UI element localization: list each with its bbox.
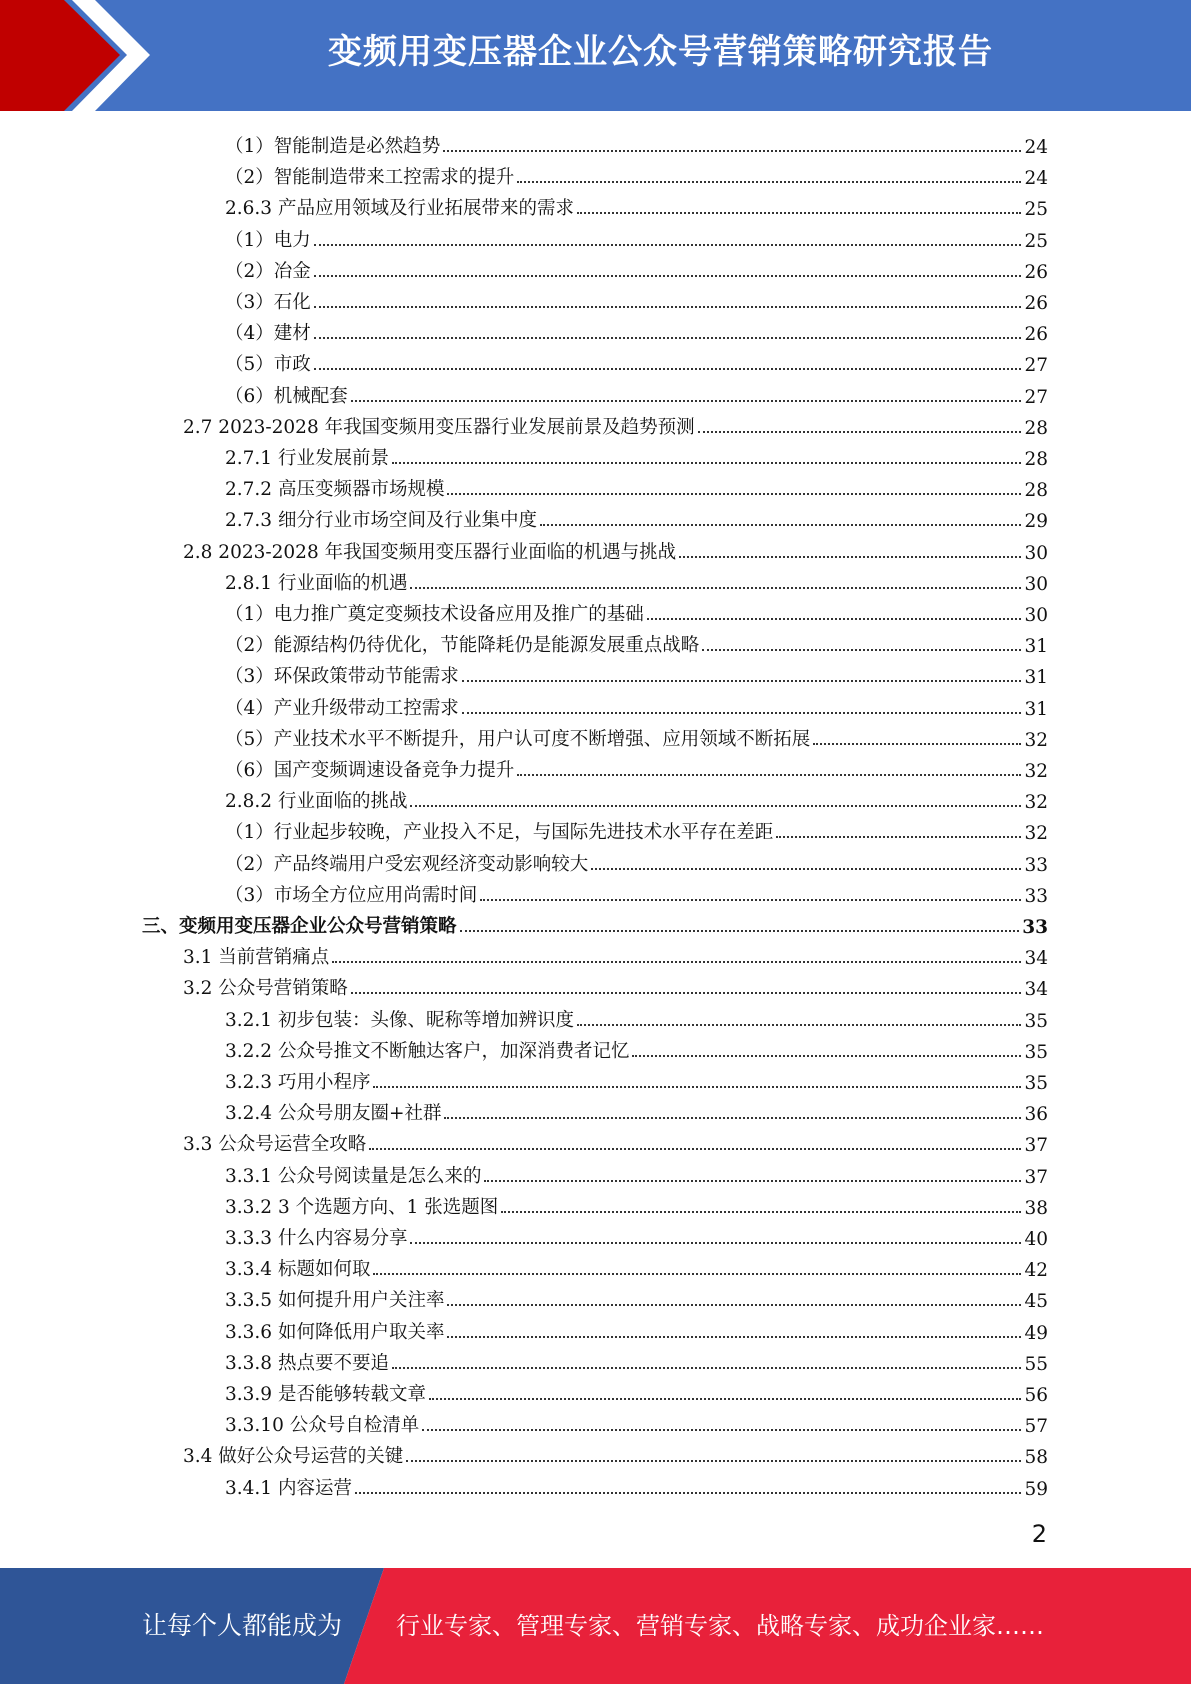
toc-leader-dots [776, 835, 1021, 838]
report-header [0, 0, 1191, 111]
toc-entry[interactable] [225, 1001, 1048, 1032]
footer-slogan-right: 行业专家、管理专家、营销专家、战略专家、成功企业家…… [396, 1612, 1044, 1640]
toc-entry-page: 30 [1024, 573, 1048, 595]
toc-entry-label: （1）电力 [225, 229, 311, 251]
toc-entry[interactable] [183, 1437, 1048, 1468]
toc-entry[interactable] [183, 938, 1048, 969]
toc-entry-label: 3.2.1 初步包装：头像、昵称等增加辨识度 [225, 1009, 574, 1031]
toc-leader-dots [410, 804, 1021, 807]
toc-entry-label: 3.3.1 公众号阅读量是怎么来的 [225, 1165, 482, 1187]
toc-leader-dots [351, 991, 1022, 994]
toc-leader-dots [577, 1023, 1021, 1026]
toc-leader-dots [410, 586, 1021, 589]
toc-leader-dots [679, 555, 1021, 558]
toc-entry[interactable] [225, 439, 1048, 470]
toc-entry-label: 3.1 当前营销痛点 [183, 947, 330, 969]
toc-entry-label: 3.3.10 公众号自检清单 [225, 1415, 420, 1437]
toc-leader-dots [632, 1054, 1021, 1057]
toc-entry[interactable] [225, 189, 1048, 220]
toc-entry-label: 3.3.3 什么内容易分享 [225, 1228, 408, 1249]
toc-entry-label: （1）行业起步较晚，产业投入不足，与国际先进技术水平存在差距 [225, 822, 774, 844]
toc-leader-dots [447, 1303, 1021, 1306]
toc-entry[interactable] [225, 283, 1048, 314]
toc-leader-dots [314, 243, 1022, 246]
toc-entry-label: （2）产品终端用户受宏观经济变动影响较大 [225, 853, 589, 875]
toc-entry-page: 24 [1024, 137, 1048, 158]
toc-entry-label: 3.2 公众号营销策略 [183, 978, 348, 1000]
toc-entry-page: 37 [1024, 1166, 1048, 1188]
toc-entry-label: 2.8.1 行业面临的机遇 [225, 572, 408, 594]
toc-entry-label: 2.7 2023-2028 年我国变频用变压器行业发展前景及趋势预测 [183, 416, 695, 438]
toc-entry-page: 42 [1024, 1260, 1048, 1282]
toc-leader-dots [373, 1272, 1021, 1275]
toc-entry[interactable] [225, 501, 1048, 532]
toc-entry-label: 2.7.1 行业发展前景 [225, 448, 389, 469]
toc-entry-page: 26 [1024, 293, 1048, 314]
toc-entry-page: 45 [1024, 1291, 1048, 1313]
toc-leader-dots [355, 1491, 1022, 1494]
toc-entry-label: 3.3.5 如何提升用户关注率 [225, 1290, 445, 1312]
footer-slogan-left: 让每个人都能成为 [142, 1611, 343, 1640]
toc-entry-page: 33 [1024, 854, 1048, 876]
toc-entry-page: 49 [1024, 1322, 1048, 1344]
toc-leader-dots [314, 336, 1022, 339]
toc-leader-dots [447, 492, 1021, 495]
toc-leader-dots [484, 1179, 1021, 1182]
toc-entry[interactable] [225, 564, 1048, 595]
toc-entry[interactable] [225, 876, 1048, 907]
toc-entry-label: （2）冶金 [225, 260, 311, 282]
page-number: 2 [1031, 1520, 1047, 1548]
toc-entry-label: 3.3.2 3 个选题方向、1 张选题图 [225, 1196, 499, 1218]
toc-entry[interactable] [225, 689, 1048, 720]
toc-leader-dots [422, 1428, 1021, 1431]
toc-entry[interactable] [225, 1313, 1048, 1344]
toc-entry-page: 33 [1022, 917, 1048, 938]
toc-entry-page: 37 [1024, 1135, 1048, 1157]
toc-entry-label: （5）产业技术水平不断提升，用户认可度不断增强、应用领域不断拓展 [225, 728, 811, 750]
toc-entry-page: 33 [1024, 885, 1048, 907]
toc-entry-page: 36 [1024, 1104, 1048, 1126]
toc-entry[interactable] [225, 1094, 1048, 1125]
toc-entry-label: 2.8 2023-2028 年我国变频用变压器行业面临的机遇与挑战 [183, 541, 677, 563]
toc-entry-page: 34 [1024, 948, 1048, 970]
toc-entry-page: 35 [1024, 1073, 1048, 1094]
toc-entry-label: （1）电力推广奠定变频技术设备应用及推广的基础 [225, 604, 644, 625]
toc-entry-page: 25 [1024, 230, 1048, 252]
toc-entry-page: 31 [1024, 698, 1048, 720]
toc-leader-dots [447, 1335, 1021, 1338]
toc-entry[interactable] [225, 345, 1048, 376]
toc-leader-dots [392, 461, 1021, 464]
toc-entry-page: 28 [1024, 417, 1048, 439]
toc-entry-page: 35 [1024, 1041, 1048, 1063]
toc-entry-label: 3.2.2 公众号推文不断触达客户，加深消费者记忆 [225, 1040, 630, 1062]
toc-entry-page: 59 [1024, 1478, 1048, 1500]
toc-entry[interactable] [225, 377, 1048, 408]
toc-entry-page: 31 [1024, 667, 1048, 689]
toc-entry[interactable] [225, 1406, 1048, 1437]
toc-leader-dots [410, 1241, 1021, 1244]
toc-entry[interactable] [225, 845, 1048, 876]
toc-leader-dots [501, 1210, 1021, 1213]
toc-leader-dots [462, 711, 1022, 714]
toc-entry[interactable] [225, 1157, 1048, 1188]
toc-entry[interactable] [225, 1469, 1048, 1500]
toc-entry-page: 25 [1024, 199, 1048, 221]
toc-entry-label: （3）环保政策带动节能需求 [225, 666, 459, 688]
toc-entry-label: （1）智能制造是必然趋势 [225, 136, 441, 157]
toc-entry-label: （4）建材 [225, 323, 311, 345]
toc-entry-page: 32 [1024, 792, 1048, 814]
toc-entry[interactable] [225, 720, 1048, 751]
toc-leader-dots [392, 1366, 1021, 1369]
toc-entry-page: 26 [1024, 261, 1048, 283]
toc-entry-label: 2.7.2 高压变频器市场规模 [225, 479, 445, 501]
toc-leader-dots [443, 149, 1021, 152]
toc-entry-page: 58 [1024, 1447, 1048, 1469]
toc-entry-page: 32 [1024, 729, 1048, 751]
toc-leader-dots [314, 305, 1022, 308]
toc-leader-dots [444, 1116, 1021, 1119]
toc-entry-page: 29 [1024, 511, 1048, 533]
toc-entry-label: 3.3.9 是否能够转载文章 [225, 1384, 426, 1405]
toc-entry[interactable] [225, 1219, 1048, 1250]
toc-entry-label: （2）智能制造带来工控需求的提升 [225, 167, 515, 189]
footer-banner [0, 1568, 1191, 1684]
toc-entry[interactable] [225, 127, 1048, 158]
toc-entry-page: 31 [1024, 636, 1048, 658]
toc-entry-label: 3.2.4 公众号朋友圈+社群 [225, 1103, 442, 1125]
toc-entry[interactable] [183, 408, 1048, 439]
toc-entry-page: 34 [1024, 979, 1048, 1001]
toc-leader-dots [517, 180, 1021, 183]
toc-entry[interactable] [225, 751, 1048, 782]
toc-entry-page: 35 [1024, 1010, 1048, 1032]
toc-leader-dots [314, 274, 1022, 277]
toc-leader-dots [698, 430, 1022, 433]
toc-entry[interactable] [225, 626, 1048, 657]
toc-entry-label: 3.3 公众号运营全攻略 [183, 1134, 367, 1156]
toc-entry-page: 30 [1024, 542, 1048, 564]
red-chevron-decoration [0, 0, 160, 111]
toc-entry-label: 3.3.8 热点要不要追 [225, 1352, 389, 1374]
toc-entry-page: 38 [1024, 1197, 1048, 1219]
toc-leader-dots [540, 523, 1021, 526]
toc-entry[interactable] [183, 1125, 1048, 1156]
toc-leader-dots [369, 1147, 1021, 1150]
toc-entry-page: 28 [1024, 449, 1048, 470]
toc-entry[interactable] [142, 907, 1048, 938]
toc-entry[interactable] [225, 1188, 1048, 1219]
toc-entry-label: 三、变频用变压器企业公众号营销策略 [142, 916, 457, 937]
toc-entry-label: 2.7.3 细分行业市场空间及行业集中度 [225, 510, 537, 532]
toc-entry[interactable] [225, 470, 1048, 501]
toc-leader-dots [373, 1085, 1021, 1088]
toc-entry-label: 3.4.1 内容运营 [225, 1477, 352, 1499]
toc-entry-label: 2.6.3 产品应用领域及行业拓展带来的需求 [225, 198, 574, 220]
toc-entry[interactable] [225, 1375, 1048, 1406]
toc-entry-label: （6）国产变频调速设备竞争力提升 [225, 760, 515, 781]
toc-leader-dots [314, 367, 1022, 370]
toc-entry-page: 27 [1024, 386, 1048, 408]
toc-entry-page: 32 [1024, 761, 1048, 782]
toc-entry[interactable] [225, 1032, 1048, 1063]
toc-leader-dots [460, 929, 1020, 932]
toc-entry-page: 40 [1024, 1229, 1048, 1250]
report-title: 变频用变压器企业公众号营销策略研究报告 [328, 32, 993, 72]
toc-entry[interactable] [225, 252, 1048, 283]
toc-leader-dots [429, 1397, 1021, 1400]
toc-entry-label: （2）能源结构仍待优化，节能降耗仍是能源发展重点战略 [225, 635, 700, 657]
toc-leader-dots [332, 960, 1021, 963]
toc-entry[interactable] [225, 813, 1048, 844]
toc-entry-label: 2.8.2 行业面临的挑战 [225, 791, 408, 813]
toc-entry[interactable] [183, 969, 1048, 1000]
toc-entry-page: 24 [1024, 168, 1048, 190]
toc-entry[interactable] [225, 1250, 1048, 1281]
toc-entry-page: 30 [1024, 605, 1048, 626]
toc-entry[interactable] [225, 1344, 1048, 1375]
toc-entry[interactable] [225, 1063, 1048, 1094]
toc-entry-page: 27 [1024, 355, 1048, 377]
toc-entry-label: （4）产业升级带动工控需求 [225, 697, 459, 719]
toc-leader-dots [591, 867, 1021, 870]
toc-leader-dots [577, 211, 1021, 214]
toc-entry-page: 28 [1024, 480, 1048, 502]
toc-entry-label: 3.3.6 如何降低用户取关率 [225, 1321, 445, 1343]
toc-entry-label: （5）市政 [225, 354, 311, 376]
toc-entry[interactable] [225, 314, 1048, 345]
toc-entry[interactable] [225, 782, 1048, 813]
toc-entry-label: 3.2.3 巧用小程序 [225, 1072, 371, 1093]
toc-entry-page: 56 [1024, 1385, 1048, 1406]
toc-entry[interactable] [225, 221, 1048, 252]
toc-entry-label: （3）石化 [225, 292, 311, 313]
toc-leader-dots [462, 679, 1022, 682]
toc-leader-dots [351, 399, 1022, 402]
toc-entry-label: （6）机械配套 [225, 385, 348, 407]
toc-entry-page: 26 [1024, 324, 1048, 346]
toc-entry[interactable] [183, 533, 1048, 564]
toc-leader-dots [406, 1459, 1021, 1462]
toc-leader-dots [813, 742, 1021, 745]
toc-entry[interactable] [225, 595, 1048, 626]
toc-entry[interactable] [225, 1281, 1048, 1312]
toc-leader-dots [517, 773, 1021, 776]
toc-leader-dots [647, 617, 1022, 620]
toc-entry-page: 57 [1024, 1416, 1048, 1438]
toc-entry-label: 3.4 做好公众号运营的关键 [183, 1446, 404, 1468]
toc-leader-dots [480, 898, 1021, 901]
toc-entry[interactable] [225, 158, 1048, 189]
toc-entry-label: （3）市场全方位应用尚需时间 [225, 884, 478, 906]
toc-leader-dots [702, 648, 1021, 651]
toc-entry[interactable] [225, 657, 1048, 688]
toc-entry-label: 3.3.4 标题如何取 [225, 1259, 371, 1281]
toc-entry-page: 55 [1024, 1353, 1048, 1375]
toc-entry-page: 32 [1024, 823, 1048, 845]
